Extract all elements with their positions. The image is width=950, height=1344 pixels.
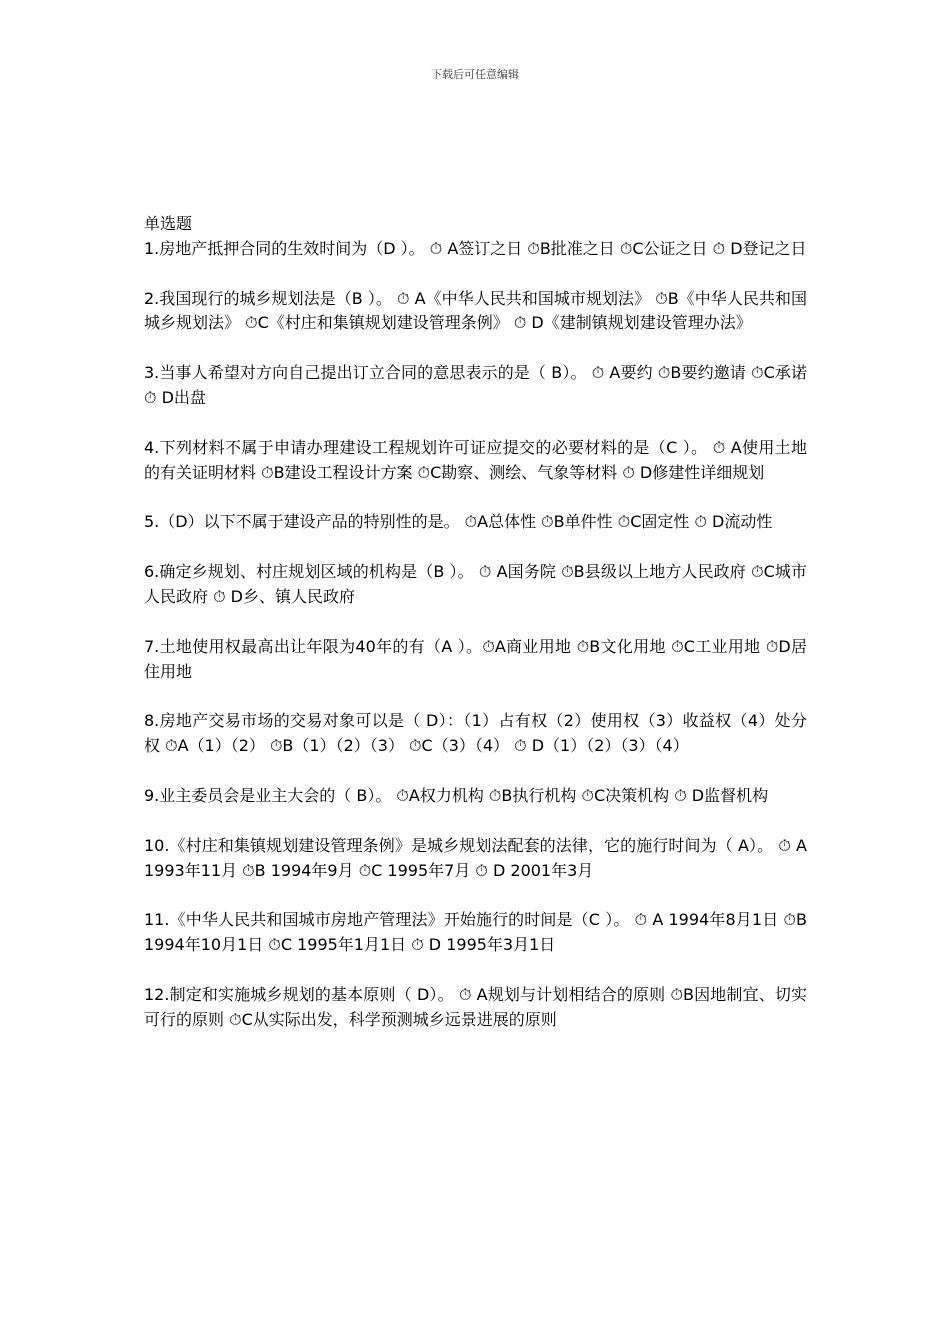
question-3: 3.当事人希望对方向自己提出订立合同的意思表示的是（ B）。 ⏱ A要约 ⏱B要约邀请 ⏱C承诺 ⏱ D出盘 [144,363,807,407]
question-7: 7.土地使用权最高出让年限为40年的有（A ）。⏱A商业用地 ⏱B文化用地 ⏱C工业用地 ⏱D居住用地 [144,636,807,681]
document-body [144,212,807,1058]
question-11: 11.《中华人民共和国城市房地产管理法》开始施行的时间是（C ）。 ⏱ A 1994年8月1日 ⏱B 1994年10月1日 ⏱C 1995年1月1日 ⏱ D 1995年3月1日 [144,910,807,955]
question-4: 4.下列材料不属于申请办理建设工程规划许可证应提交的必要材料的是（C ）。 ⏱ A使用土地的有关证明材料 ⏱B建设工程设计方案 ⏱C勘察、测绘、气象等材料 ⏱ D修建性详细规划 [144,437,807,482]
section-title: 单选题 [144,214,193,233]
question-1: 1.房地产抵押合同的生效时间为（D ）。 ⏱ A签订之日 ⏱B批准之日 ⏱C公证之日 ⏱ D登记之日 [144,238,807,258]
question-9: 9.业主委员会是业主大会的（ B）。 ⏱A权力机构 ⏱B执行机构 ⏱C决策机构 ⏱ D监督机构 [144,785,769,805]
question-6: 6.确定乡规划、村庄规划区域的机构是（B ）。 ⏱ A国务院 ⏱B县级以上地方人民政府 ⏱C城市人民政府 ⏱ D乡、镇人民政府 [144,562,807,606]
question-10: 10.《村庄和集镇规划建设管理条例》是城乡规划法配套的法律，它的施行时间为（ A）。 ⏱ A 1993年11月 ⏱B 1994年9月 ⏱C 1995年7月 ⏱ D 2001年3月 [144,835,807,880]
question-8: 8.房地产交易市场的交易对象可以是（ D）：（1）占有权（2）使用权（3）收益权（4）处分权 ⏱A（1）（2） ⏱B（1）（2）（3） ⏱C（3）（4） ⏱ D（1）（2）（3）（4） [144,711,807,756]
question-12: 12.制定和实施城乡规划的基本原则（ D）。 ⏱ A规划与计划相结合的原则 ⏱B因地制宜、切实可行的原则 ⏱C从实际出发，科学预测城乡远景进展的原则 [144,984,807,1029]
question-5: 5.（D）以下不属于建设产品的特别性的是。 ⏱A总体性 ⏱B单件性 ⏱C固定性 ⏱ D流动性 [144,512,773,532]
question-2: 2.我国现行的城乡规划法是（B ）。 ⏱ A《中华人民共和国城市规划法》 ⏱B《中华人民共和国城乡规划法》 ⏱C《村庄和集镇规划建设管理条例》 ⏱ D《建制镇规划建设管理办法》 [144,288,807,333]
page-header-note: 下载后可任意编辑 [431,68,519,81]
